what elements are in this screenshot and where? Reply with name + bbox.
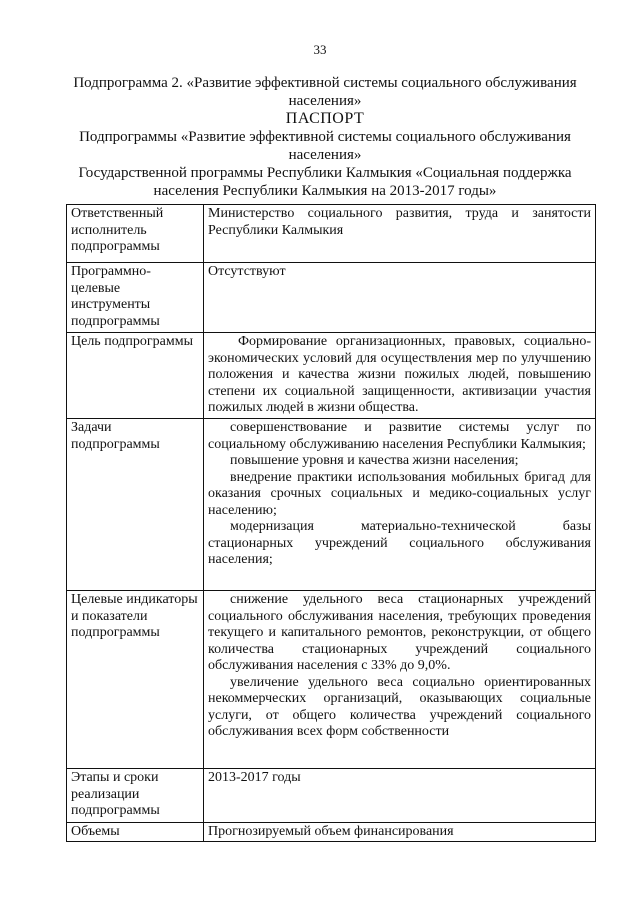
row-value	[204, 333, 596, 419]
row-label: Целевые индикаторы и показатели подпрограммы	[67, 591, 204, 769]
value-paragraph: повышение уровня и качества жизни населения;	[230, 453, 519, 468]
row-label: Объемы	[67, 823, 204, 842]
table-row-indicators	[67, 591, 596, 769]
table-row-volumes	[67, 823, 596, 842]
value-paragraph: Формирование организационных, правовых, социально-экономических условий для осуществления мер по улучшению положения и качества жизни пожилых людей, повышению степени их социальной защищенности, активизации участия пожилых людей в жизни общества.	[208, 334, 591, 415]
value-paragraph: 2013-2017 годы	[208, 770, 301, 785]
table-row-responsible	[67, 205, 596, 263]
value-paragraph: модернизация материально-технической базы стационарных учреждений социального обслуживания населения;	[208, 519, 591, 567]
value-paragraph: Прогнозируемый объем финансирования	[208, 824, 454, 839]
value-paragraph: Отсутствуют	[208, 264, 286, 279]
value-paragraph: увеличение удельного веса социально ориентированных некоммерческих организаций, оказывающих социальные услуги, от общего количества учреждений социального обслуживания всех форм собственности	[208, 674, 591, 739]
row-value	[204, 591, 596, 769]
value-paragraph: Министерство социального развития, труда и занятости Республики Калмыкия	[208, 206, 591, 238]
row-value	[204, 205, 596, 263]
row-value	[204, 769, 596, 823]
row-label: Цель подпрограммы	[67, 333, 204, 419]
row-label: Этапы и сроки реализации подпрограммы	[67, 769, 204, 823]
table-row-stages	[67, 769, 596, 823]
row-value	[204, 823, 596, 842]
state-program-title: Государственной программы Республики Калмыкия «Социальная поддержка населения Республики Калмыкия на 2013-2017 годы»	[78, 165, 572, 199]
subprogram-title: Подпрограмма 2. «Развитие эффективной системы социального обслуживания населения»	[73, 75, 577, 109]
table-row-instruments	[67, 263, 596, 333]
value-paragraph: внедрение практики использования мобильных бригад для оказания срочных социальных и медико-социальных услуг населению;	[208, 469, 591, 518]
row-value	[204, 263, 596, 333]
row-label: Ответственный исполнитель подпрограммы	[67, 205, 204, 263]
page-number: 33	[313, 42, 327, 57]
value-paragraph: совершенствование и развитие системы услуг по социальному обслуживанию населения Республики Калмыкия;	[208, 420, 591, 452]
value-paragraph: снижение удельного веса стационарных учреждений социального обслуживания населения, требующих проведения текущего и капитального ремонтов, реконструкции, от общего количества стационарных учреждений социального обслуживания населения с 33% до 9,0%.	[208, 592, 591, 673]
passport-of-subprogram: Подпрограммы «Развитие эффективной системы социального обслуживания населения»	[79, 129, 571, 163]
table-row-goal	[67, 333, 596, 419]
passport-heading: ПАСПОРТ	[285, 110, 365, 127]
passport-table	[66, 204, 596, 842]
document-header	[60, 74, 590, 200]
table-row-tasks	[67, 419, 596, 591]
row-value	[204, 419, 596, 591]
row-label: Задачи подпрограммы	[67, 419, 204, 591]
row-label: Программно-целевые инструменты подпрограммы	[67, 263, 204, 333]
